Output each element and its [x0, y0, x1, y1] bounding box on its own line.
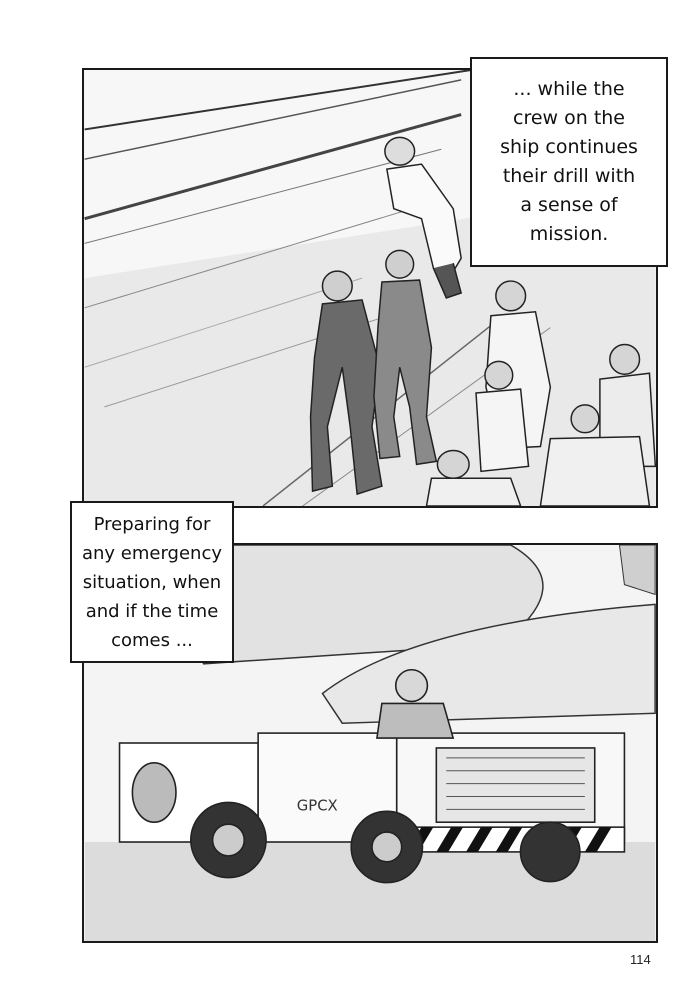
page-number: 114: [630, 952, 651, 967]
caption-bottom: Preparing for any emergency situation, when and if the time comes ...: [70, 501, 234, 663]
vehicle-label: GPCX: [296, 796, 338, 815]
caption-top: ... while the crew on the ship continues their drill with a sense of mission.: [470, 57, 668, 267]
